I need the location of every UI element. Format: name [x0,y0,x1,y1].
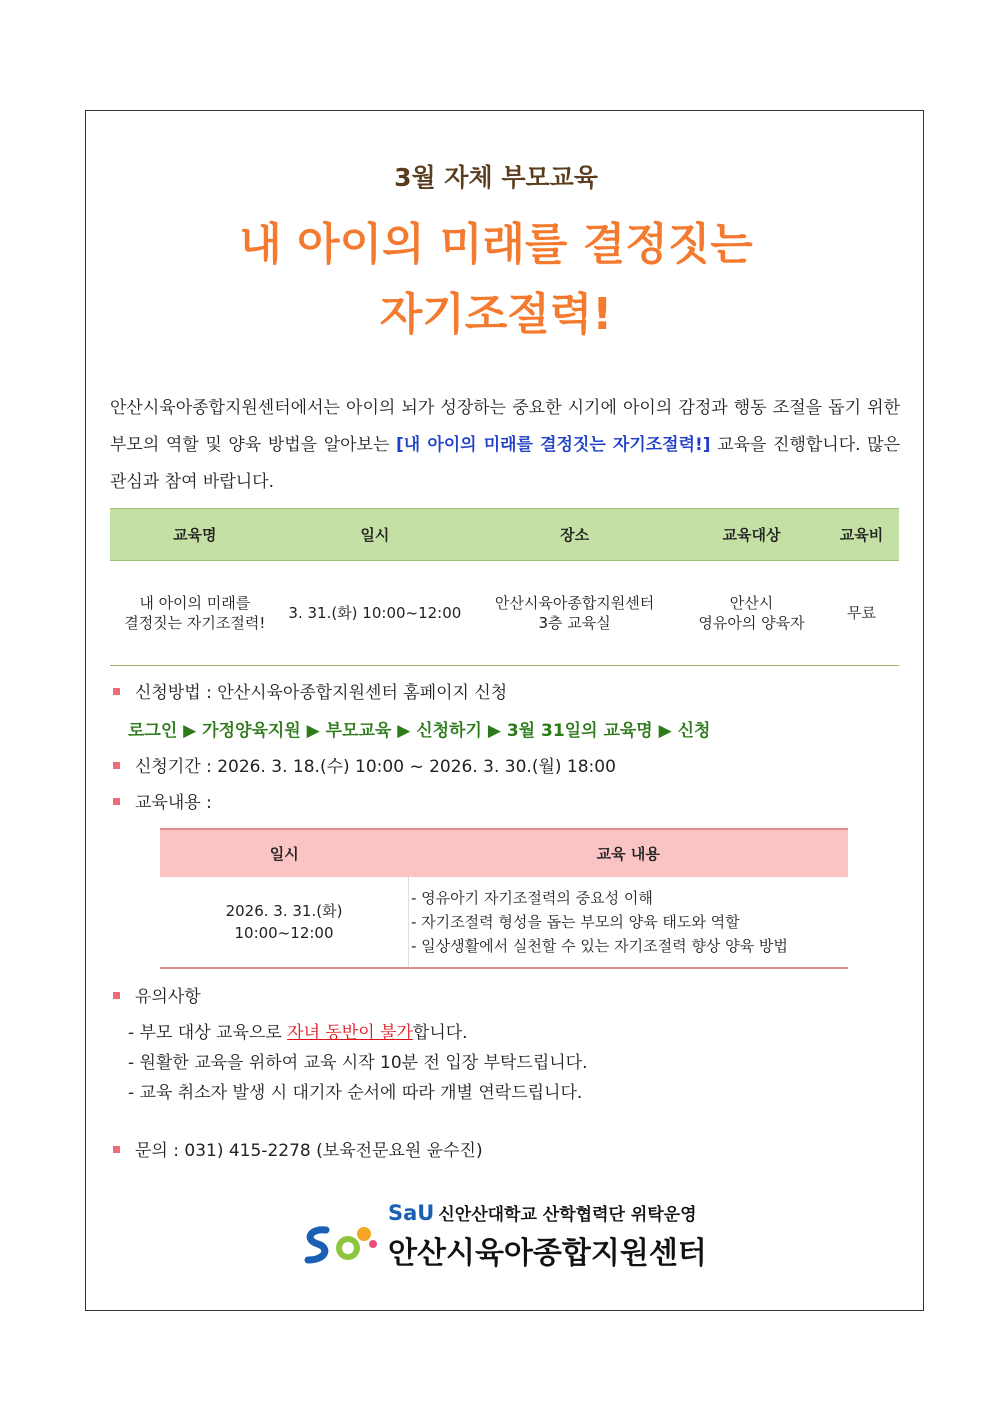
info-header-date: 일시 [280,509,471,561]
content-item: - 영유아기 자기조절력의 중요성 이해 [411,889,653,907]
info-header-fee: 교육비 [824,509,899,561]
info-name-cell [110,561,280,666]
intro-highlight: [내 아이의 미래를 결정짓는 자기조절력!] [396,435,711,455]
info-target-cell [679,561,824,666]
info-date-cell: 3. 31.(화) 10:00~12:00 [280,561,471,666]
info-place-l1: 안산시육아종합지원센터 [494,594,655,612]
event-title-line2: 자기조절력! [379,289,613,340]
content-date-cell [160,877,409,968]
center-logo-icon [296,1222,380,1266]
apply-method-text: 신청방법 : 안산시육아종합지원센터 홈페이지 신청 [135,683,508,703]
apply-period-text: 신청기간 : 2026. 3. 18.(수) 10:00 ~ 2026. 3. 30.(월) 18:00 [135,757,616,777]
content-header-items: 교육 내용 [409,829,849,877]
info-target-l2: 영유아의 양육자 [698,614,805,632]
note-1-text-end: 합니다. [412,1023,468,1043]
note-2: - 원활한 교육을 위하여 교육 시작 10분 전 입장 부탁드립니다. [128,1053,588,1073]
event-subtitle: 3월 자체 부모교육 [394,163,598,192]
bullet-icon [113,798,120,805]
intro-paragraph [110,390,900,501]
info-header-name: 교육명 [110,509,280,561]
content-date-l1: 2026. 3. 31.(화) [225,902,343,920]
content-date-l2: 10:00~12:00 [234,924,334,942]
bullet-icon [113,688,120,695]
content-header-row [160,829,848,877]
info-name-l1: 내 아이의 미래를 [139,594,251,612]
logo-sub-text: 신안산대학교 산학협력단 위탁운영 [438,1205,697,1225]
content-row [160,877,848,968]
info-header-row [110,509,899,561]
info-place-l2: 3층 교육실 [538,614,611,632]
bullet-icon [113,992,120,999]
content-item: - 일상생활에서 실천할 수 있는 자기조절력 향상 양육 방법 [411,937,788,955]
content-header-date: 일시 [160,829,409,877]
content-label [113,788,212,813]
apply-method [113,678,507,703]
apply-path: 로그인 ▶ 가정양육지원 ▶ 부모교육 ▶ 신청하기 ▶ 3월 31일의 교육명 ▶ 신청 [128,721,711,741]
info-target-l1: 안산시 [729,594,774,612]
info-name-l2: 결정짓는 자기조절력! [124,614,266,632]
note-1 [128,1018,468,1043]
info-row [110,561,899,666]
contact [113,1136,483,1161]
note-3: - 교육 취소자 발생 시 대기자 순서에 따라 개별 연락드립니다. [128,1083,583,1103]
logo-main: 안산시육아종합지원센터 [388,1236,707,1271]
sau-logo: SaU [388,1201,435,1225]
apply-period [113,752,616,777]
notes-label-text: 유의사항 [135,987,201,1007]
contact-text: 문의 : 031) 415-2278 (보육전문요원 윤수진) [135,1141,483,1161]
notes-label [113,982,201,1007]
intro-text: 안산시육아종합지원센터에서는 아이의 뇌가 성장하는 중요한 시기에 아이의 감정과 행동 조절을 돕기 위한 부모의 역할 및 양육 방법을 알아보는 [110,398,900,455]
info-header-place: 장소 [470,509,679,561]
content-table [160,828,848,969]
info-table [110,508,899,666]
logo-subtitle [388,1200,697,1225]
bullet-icon [113,1146,120,1153]
info-fee-cell: 무료 [824,561,899,666]
content-item: - 자기조절력 형성을 돕는 부모의 양육 태도와 역할 [411,913,740,931]
info-header-target: 교육대상 [679,509,824,561]
note-1-text: - 부모 대상 교육으로 [128,1023,288,1043]
info-place-cell [470,561,679,666]
intro-text-end: 교육을 진행합니다. 많은 관심과 참여 바랍니다. [110,435,900,492]
content-label-text: 교육내용 : [135,793,212,813]
bullet-icon [113,762,120,769]
event-title-line1: 내 아이의 미래를 결정짓는 [239,219,753,270]
content-items-cell [409,877,849,968]
note-1-warning: 자녀 동반이 불가 [287,1023,413,1043]
